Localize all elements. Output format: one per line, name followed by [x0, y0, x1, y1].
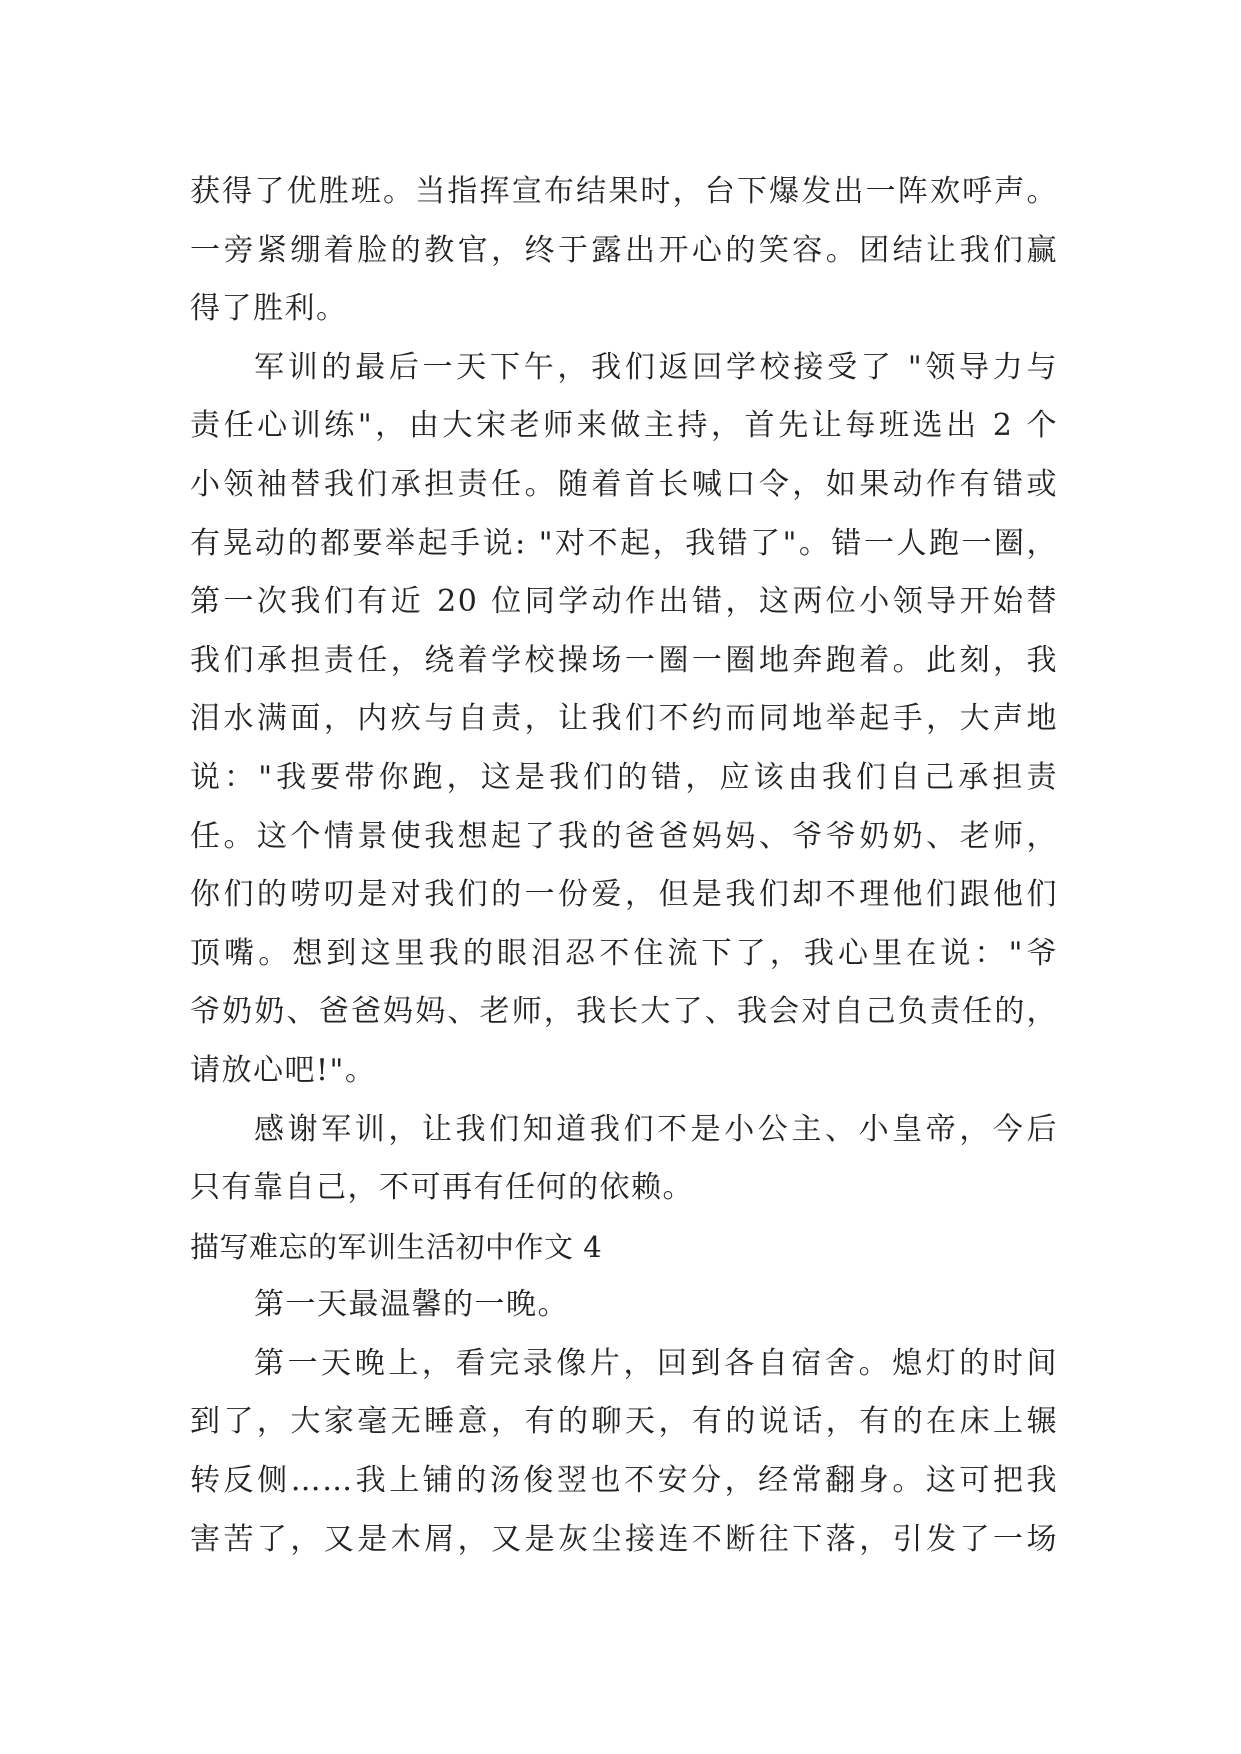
paragraph: [190, 163, 1058, 339]
text-line: 有晃动的都要举起手说: "对不起，我错了"。错一人跑一圈，: [190, 525, 1058, 561]
text-line: 第一次我们有近 20 位同学动作出错，这两位小领导开始替: [190, 584, 1058, 620]
text-line: 你们的唠叨是对我们的一份爱，但是我们却不理他们跟他们: [190, 877, 1058, 913]
text-line: 得了胜利。: [190, 291, 348, 327]
paragraph: [190, 1335, 1058, 1569]
text-line: 第一天晚上，看完录像片，回到各自宿舍。熄灯的时间: [254, 1345, 1058, 1381]
text-line: 爷奶奶、爸爸妈妈、老师，我长大了、我会对自己负责任的，: [190, 994, 1058, 1030]
text-line: 一旁紧绷着脸的教官，终于露出开心的笑容。团结让我们赢: [190, 232, 1058, 268]
text-line: 感谢军训，让我们知道我们不是小公主、小皇帝，今后: [254, 1111, 1058, 1147]
paragraph: [190, 339, 1058, 1101]
text-line: 顶嘴。想到这里我的眼泪忍不住流下了，我心里在说："爷: [190, 935, 1058, 971]
text-line: 责任心训练"，由大宋老师来做主持，首先让每班选出 2 个: [190, 408, 1058, 444]
text-line: 任。这个情景使我想起了我的爸爸妈妈、爷爷奶奶、老师，: [190, 818, 1058, 854]
text-line: 到了，大家毫无睡意，有的聊天，有的说话，有的在床上辗: [190, 1404, 1058, 1440]
text-line: 请放心吧!"。: [190, 1052, 377, 1088]
text-line: 我们承担责任，绕着学校操场一圈一圈地奔跑着。此刻，我: [190, 642, 1058, 678]
text-line: 军训的最后一天下午，我们返回学校接受了 "领导力与: [254, 349, 1058, 385]
text-line: 只有靠自己，不可再有任何的依赖。: [190, 1170, 694, 1206]
text-line: 小领袖替我们承担责任。随着首长喊口令，如果动作有错或: [190, 466, 1058, 502]
paragraph: [190, 1101, 1058, 1218]
document-body: [190, 163, 1058, 1569]
text-line: 害苦了，又是木屑，又是灰尘接连不断往下落，引发了一场: [190, 1521, 1058, 1557]
text-line: 第一天最温馨的一晚。: [254, 1287, 569, 1323]
paragraph: [190, 1276, 1058, 1335]
text-line: 转反侧……我上铺的汤俊翌也不安分，经常翻身。这可把我: [190, 1463, 1058, 1499]
section-heading: 描写难忘的军训生活初中作文 4: [190, 1229, 603, 1264]
text-line: 说："我要带你跑，这是我们的错，应该由我们自己承担责: [190, 759, 1058, 795]
text-line: 泪水满面，内疚与自责，让我们不约而同地举起手，大声地: [190, 701, 1058, 737]
text-line: 获得了优胜班。当指挥宣布结果时，台下爆发出一阵欢呼声。: [190, 174, 1058, 209]
